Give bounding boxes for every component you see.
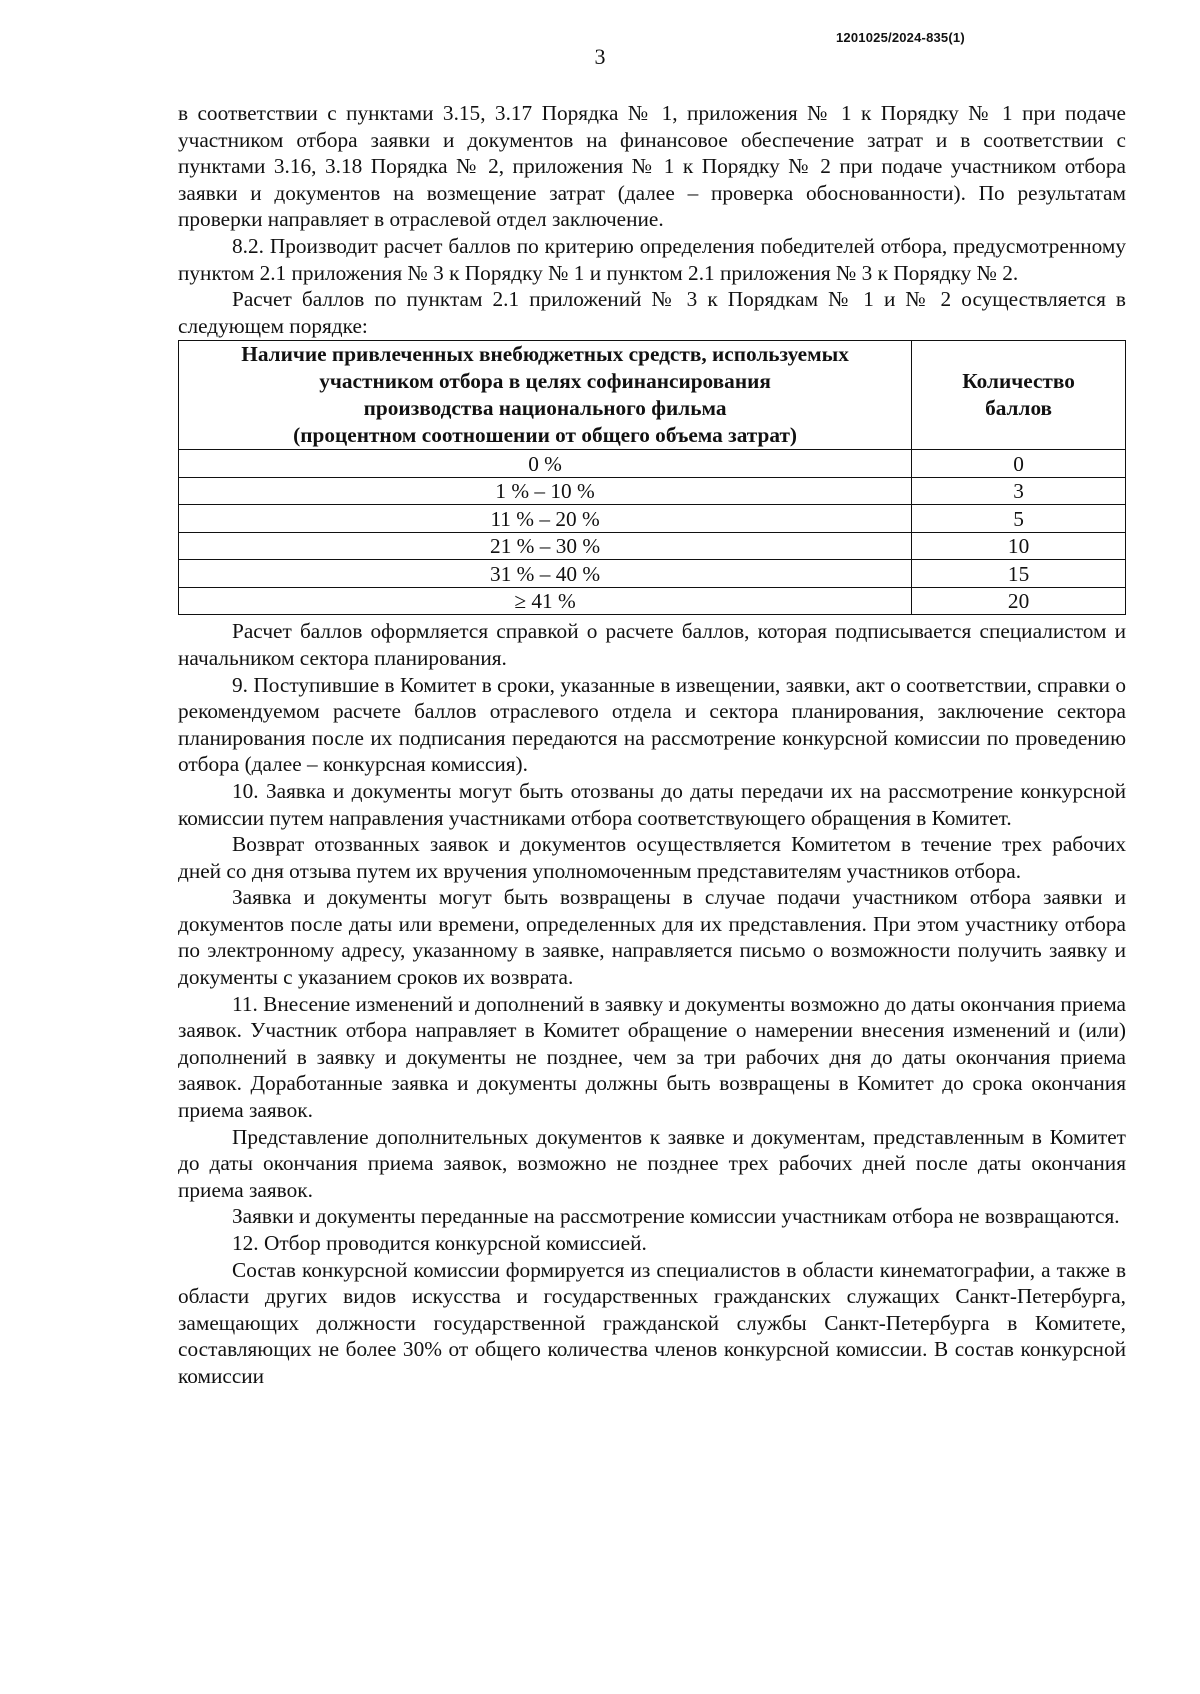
- points-cell: 5: [912, 505, 1126, 533]
- paragraph: Представление дополнительных документов к заявке и документам, представленным в Комитет до даты окончания приема заявок, возможно не позднее трех рабочих дней после даты окончания приема заявок.: [178, 1124, 1126, 1202]
- header-line: (процентном соотношении от общего объема затрат): [293, 423, 798, 448]
- range-cell: 21 % – 30 %: [179, 532, 912, 560]
- header-line: участником отбора в целях софинансирования: [319, 369, 771, 394]
- points-cell: 0: [912, 450, 1126, 478]
- header-line: Наличие привлеченных внебюджетных средств, используемых: [241, 342, 849, 367]
- paragraph: Расчет баллов по пунктам 2.1 приложений № 3 к Порядкам № 1 и № 2 осуществляется в следующем порядке:: [178, 287, 1126, 338]
- table-row: [179, 560, 1126, 588]
- table-header-criteria: [179, 341, 912, 450]
- paragraph: 8.2. Производит расчет баллов по критерию определения победителей отбора, предусмотренному пунктом 2.1 приложения № 3 к Порядку № 1 и пунктом 2.1 приложения № 3 к Порядку № 2.: [178, 233, 1126, 285]
- page-number: 3: [594, 44, 606, 69]
- points-cell: 20: [912, 587, 1126, 615]
- table-row: [179, 477, 1126, 505]
- paragraph: 9. Поступившие в Комитет в сроки, указанные в извещении, заявки, акт о соответствии, справки о рекомендуемом расчете баллов отраслевого отдела и сектора планирования, заключение сектора планирования после их подписания передаются на рассмотрение конкурсной комиссии по проведению отбора (далее – конкурсная комиссия).: [178, 672, 1126, 777]
- points-cell: 3: [912, 477, 1126, 505]
- table-header-row: [179, 341, 1126, 450]
- table-header-points: [912, 341, 1126, 450]
- document-body: [178, 100, 1126, 1390]
- points-cell: 10: [912, 532, 1126, 560]
- header-line: Количество: [962, 369, 1075, 394]
- table-row: [179, 532, 1126, 560]
- header-line: баллов: [985, 396, 1053, 421]
- paragraph: 11. Внесение изменений и дополнений в заявку и документы возможно до даты окончания приема заявок. Участник отбора направляет в Комитет обращение о намерении внесения изменений и (или) дополнений в заявку и документы не позднее, чем за три рабочих дня до даты окончания приема заявок. Доработанные заявка и документы должны быть возвращены в Комитет до срока окончания приема заявок.: [178, 991, 1126, 1123]
- paragraph: 12. Отбор проводится конкурсной комиссией.: [232, 1231, 647, 1255]
- table-row: [179, 505, 1126, 533]
- range-cell: ≥ 41 %: [179, 587, 912, 615]
- paragraph: в соответствии с пунктами 3.15, 3.17 Порядка № 1, приложения № 1 к Порядку № 1 при подаче участником отбора заявки и документов на финансовое обеспечение затрат и в соответствии с пунктами 3.16, 3.18 Порядка № 2, приложения № 1 к Порядку № 2 при подаче участником отбора заявки и документов на возмещение затрат (далее – проверка обоснованности). По результатам проверки направляет в отраслевой отдел заключение.: [178, 101, 1126, 232]
- points-cell: 15: [912, 560, 1126, 588]
- paragraph: 10. Заявка и документы могут быть отозваны до даты передачи их на рассмотрение конкурсной комиссии путем направления участниками отбора соответствующего обращения в Комитет.: [178, 778, 1126, 830]
- paragraph: Расчет баллов оформляется справкой о расчете баллов, которая подписывается специалистом и начальником сектора планирования.: [178, 619, 1126, 670]
- table-row: [179, 587, 1126, 615]
- table-row: [179, 450, 1126, 478]
- range-cell: 1 % – 10 %: [179, 477, 912, 505]
- paragraph: Заявки и документы переданные на рассмотрение комиссии участникам отбора не возвращаются.: [232, 1204, 1120, 1229]
- paragraph: Состав конкурсной комиссии формируется из специалистов в области кинематографии, а также в области других видов искусства и государственных гражданских служащих Санкт-Петербурга, замещающих должности государственной гражданской службы Санкт-Петербурга в Комитете, составляющих не более 30% от общего количества членов конкурсной комиссии. В состав конкурсной комиссии: [178, 1257, 1126, 1388]
- range-cell: 11 % – 20 %: [179, 505, 912, 533]
- range-cell: 31 % – 40 %: [179, 560, 912, 588]
- header-line: производства национального фильма: [363, 396, 727, 421]
- paragraph: Заявка и документы могут быть возвращены в случае подачи участником отбора заявки и документов после даты или времени, определенных для их представления. При этом участнику отбора по электронному адресу, указанному в заявке, направляется письмо о возможности получить заявку и документы с указанием сроков их возврата.: [178, 885, 1126, 990]
- scoring-table: [178, 340, 1126, 615]
- paragraph: Возврат отозванных заявок и документов осуществляется Комитетом в течение трех рабочих дней со дня отзыва путем их вручения уполномоченным представителям участников отбора.: [178, 832, 1126, 883]
- range-cell: 0 %: [179, 450, 912, 478]
- document-id: 1201025/2024-835(1): [836, 30, 965, 45]
